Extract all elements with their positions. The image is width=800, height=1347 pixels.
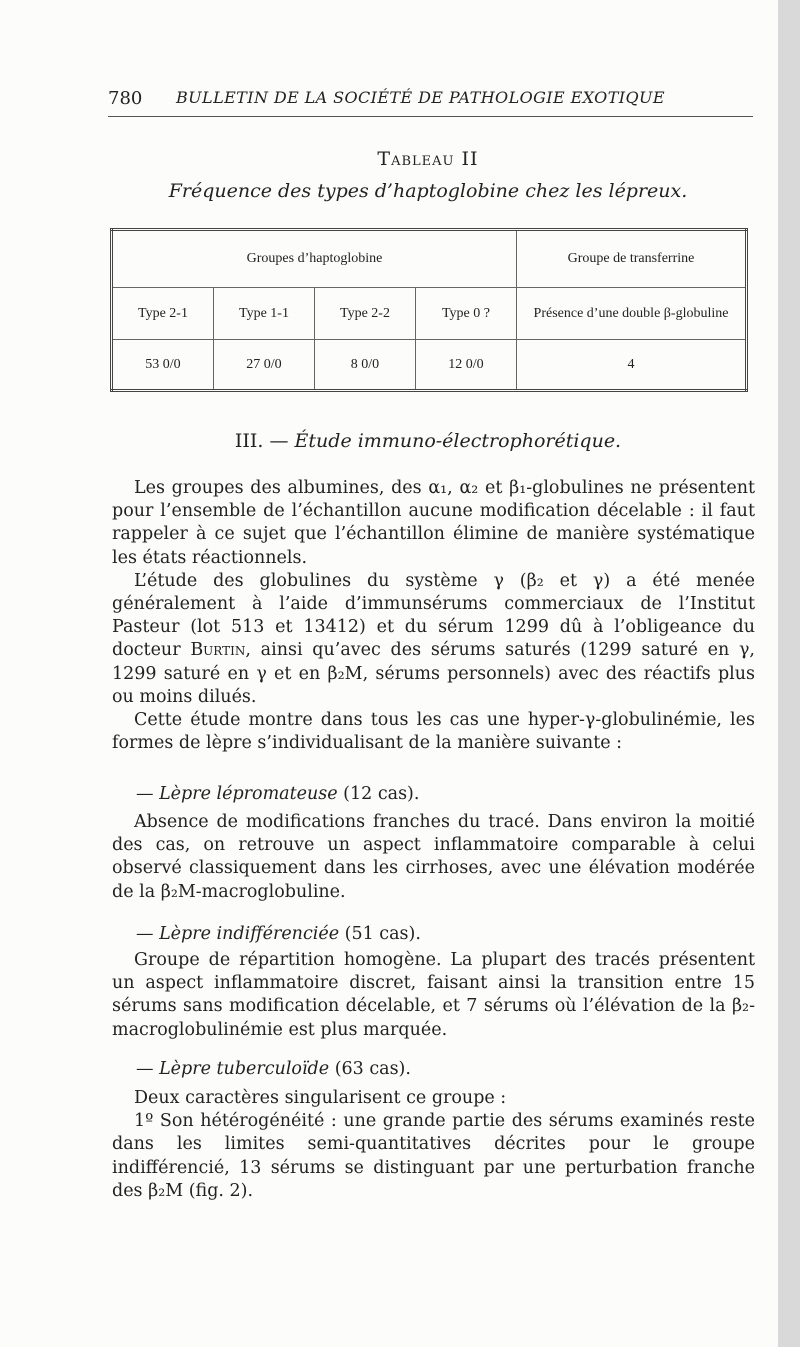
table-caption: Fréquence des types d’haptoglobine chez les lépreux. (168, 180, 688, 202)
table-cell: 53 0/0 (112, 340, 214, 391)
subsection-title: — Lèpre indifférenciée (136, 924, 340, 944)
body-block-4 (112, 1087, 755, 1203)
running-header (108, 88, 678, 110)
subsection-cases: (12 cas). (337, 784, 420, 804)
paragraph: Groupe de répartition homogène. La plupart des tracés présentent un aspect inflammatoire discret, faisant ainsi la transition entre 15 sérums sans modification décelable, et 7 sérums où l’élévation de la β₂-macroglobulinémie est plus marquée. (112, 950, 755, 1040)
column-header: Type 1-1 (214, 288, 315, 340)
paragraph-text: , ainsi qu’avec des sérums saturés (1299 saturé en γ, 1299 saturé en γ et en β₂M, sérums personnels) avec des réactifs plus ou moins dilués. (112, 640, 755, 707)
subsection-cases: (51 cas). (339, 924, 421, 944)
body-block-1 (112, 477, 755, 755)
header-rule (108, 116, 753, 117)
section-number: III. — (234, 430, 289, 452)
group-header-haptoglobin: Groupes d’haptoglobine (112, 230, 517, 288)
running-title: BULLETIN DE LA SOCIÉTÉ DE PATHOLOGIE EXOTIQUE (176, 88, 665, 107)
subsection-title: — Lèpre tuberculoïde (136, 1059, 330, 1079)
table-label: Tableau II (377, 148, 479, 170)
section-heading (108, 430, 748, 452)
table-cell: 8 0/0 (315, 340, 416, 391)
author-name: Burtin (190, 640, 246, 661)
subsection-title: — Lèpre lépromateuse (136, 784, 338, 804)
paragraph: Les groupes des albumines, des α₁, α₂ et β₁-globulines ne présentent pour l’ensemble de l’échantillon aucune modification décelable : il faut rappeler à ce sujet que l’échantillon élimine de manière systématique les états réactionnels. (112, 478, 755, 568)
body-block-3 (112, 949, 755, 1042)
table-cell: 27 0/0 (214, 340, 315, 391)
subsection-indifferentiated (136, 924, 421, 944)
paragraph: Deux caractères singularisent ce groupe : (134, 1088, 507, 1108)
haptoglobin-table (110, 228, 748, 392)
subsection-lepromatous (136, 784, 419, 804)
group-header-transferrin: Groupe de transferrine (517, 230, 747, 288)
page-number: 780 (108, 88, 143, 109)
paragraph-text: L’étude des globulines du système γ (β₂ et γ) a été menée généralement à l’aide d’immunsérums commerciaux de l’Institut Pasteur (lot 513 et 13412) et du sérum 1299 dû à l’obligeance du docteur (112, 570, 755, 661)
page-edge-shadow (778, 0, 800, 1347)
table-cell: 12 0/0 (416, 340, 517, 391)
section-title: Étude immuno-électrophorétique. (294, 430, 622, 452)
table-cell: 4 (517, 340, 747, 391)
column-header: Type 2-1 (112, 288, 214, 340)
body-block-2 (112, 811, 755, 904)
paragraph: Cette étude montre dans tous les cas une hyper-γ-globulinémie, les formes de lèpre s’individualisant de la manière suivante : (112, 710, 755, 754)
subsection-tuberculoid (136, 1059, 411, 1079)
paragraph: Absence de modifications franches du tracé. Dans environ la moitié des cas, on retrouve un aspect inflammatoire comparable à celui observé classiquement dans les cirrhoses, avec une élévation modérée de la β₂M-macroglobuline. (112, 812, 755, 902)
column-header: Présence d’une double β-globuline (517, 288, 747, 340)
column-header: Type 2-2 (315, 288, 416, 340)
subsection-cases: (63 cas). (329, 1059, 411, 1079)
paragraph (112, 570, 755, 709)
paragraph: 1º Son hétérogénéité : une grande partie des sérums examinés reste dans les limites semi-quantitatives décrites pour le groupe indifférencié, 13 sérums se distinguant par une perturbation franche des β₂M (fig. 2). (112, 1111, 755, 1201)
column-header: Type 0 ? (416, 288, 517, 340)
